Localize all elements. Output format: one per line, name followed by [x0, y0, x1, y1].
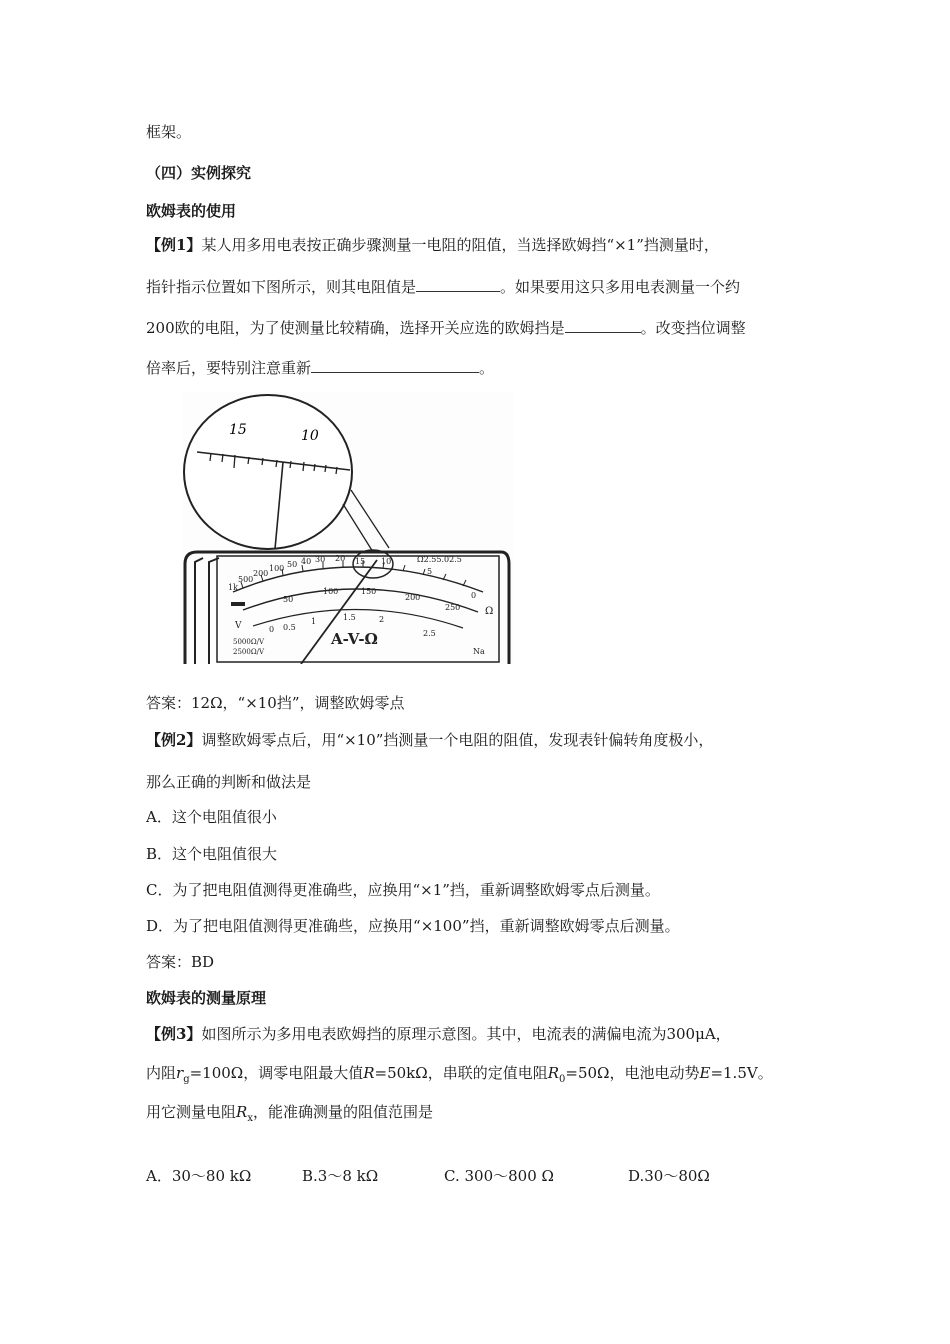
example3-line: 用它测量电阻$R_x$，能准确测量的阻值范围是: [146, 1103, 433, 1124]
svg-text:100: 100: [323, 587, 339, 596]
zoom-circle: [184, 395, 352, 549]
svg-text:V: V: [235, 621, 242, 631]
svg-text:2.5: 2.5: [423, 629, 436, 638]
answer-blank[interactable]: [565, 318, 641, 333]
option-A: A．这个电阻值很小: [146, 808, 277, 826]
svg-text:20: 20: [335, 554, 346, 563]
example2-line: 那么正确的判断和做法是: [146, 773, 312, 791]
answer-blank[interactable]: [311, 358, 479, 373]
example1-line: 指针指示位置如下图所示，则其电阻值是 。如果要用这只多用电表测量一个约: [146, 278, 741, 296]
svg-text:5: 5: [427, 567, 433, 576]
text-line: 框架。: [146, 123, 192, 141]
svg-text:2: 2: [379, 615, 385, 624]
section-heading: 欧姆表的测量原理: [146, 989, 267, 1007]
svg-text:40: 40: [301, 557, 312, 566]
option-A: A．30～80 kΩ: [146, 1167, 252, 1185]
svg-text:1.5: 1.5: [343, 613, 356, 622]
section-heading: （四）实例探究: [146, 164, 252, 182]
multimeter-figure: [183, 392, 513, 664]
answer-blank[interactable]: [416, 277, 500, 292]
answer-line: 答案：12Ω，“×10挡”，调整欧姆零点: [146, 694, 405, 712]
option-D: D.30～80Ω: [628, 1167, 710, 1185]
option-C: C. 300～800 Ω: [444, 1167, 554, 1185]
example3-line: 内阻$r_g=100\Omega$，调零电阻最大值R=50kΩ，串联的定值电阻$R_0=50\Omega$，电池电动势E=1.5V。: [146, 1064, 773, 1085]
example1-line: 倍率后，要特别注意重新 。: [146, 359, 495, 377]
svg-text:10: 10: [381, 557, 392, 566]
svg-text:Na: Na: [473, 647, 485, 656]
option-D: D．为了把电阻值测得更准确些，应换用“×100”挡，重新调整欧姆零点后测量。: [146, 917, 680, 935]
svg-text:1k: 1k: [228, 583, 238, 592]
brand-label: A-V-Ω: [331, 630, 378, 648]
svg-text:0: 0: [269, 625, 275, 634]
zoom-label-15: 15: [229, 422, 247, 438]
svg-text:200: 200: [405, 593, 421, 602]
option-B: B.3～8 kΩ: [302, 1167, 379, 1185]
svg-text:Ω: Ω: [485, 606, 494, 617]
svg-text:0.5: 0.5: [283, 623, 296, 632]
option-C: C．为了把电阻值测得更准确些，应换用“×1”挡，重新调整欧姆零点后测量。: [146, 881, 660, 899]
svg-text:30: 30: [315, 555, 326, 564]
answer-line: 答案：BD: [146, 953, 215, 971]
svg-text:15: 15: [355, 557, 366, 566]
svg-text:1: 1: [311, 617, 317, 626]
svg-text:0: 0: [471, 591, 477, 600]
example2-line: 【例2】调整欧姆零点后，用“×10”挡测量一个电阻的阻值，发现表针偏转角度极小，: [146, 731, 714, 749]
svg-text:100: 100: [269, 564, 285, 573]
zoom-label-10: 10: [301, 428, 319, 444]
svg-text:5000Ω/V: 5000Ω/V: [233, 638, 265, 646]
section-heading: 欧姆表的使用: [146, 202, 237, 220]
svg-text:2500Ω/V: 2500Ω/V: [233, 648, 265, 656]
svg-text:Ω2.55.02.5: Ω2.55.02.5: [417, 555, 462, 564]
option-B: B．这个电阻值很大: [146, 845, 278, 863]
svg-text:150: 150: [361, 587, 377, 596]
svg-text:50: 50: [287, 560, 298, 569]
svg-text:250: 250: [445, 603, 461, 612]
svg-text:200: 200: [253, 569, 269, 578]
example1-line: 200欧的电阻，为了使测量比较精确，选择开关应选的欧姆挡是 。改变挡位调整: [146, 319, 746, 337]
svg-text:50: 50: [283, 595, 294, 604]
example3-line: 【例3】如图所示为多用电表欧姆挡的原理示意图。其中，电流表的满偏电流为300μA，: [146, 1025, 731, 1043]
example1-line: 【例1】某人用多用电表按正确步骤测量一电阻的阻值，当选择欧姆挡“×1”挡测量时，: [146, 236, 719, 254]
svg-text:500: 500: [238, 575, 254, 584]
